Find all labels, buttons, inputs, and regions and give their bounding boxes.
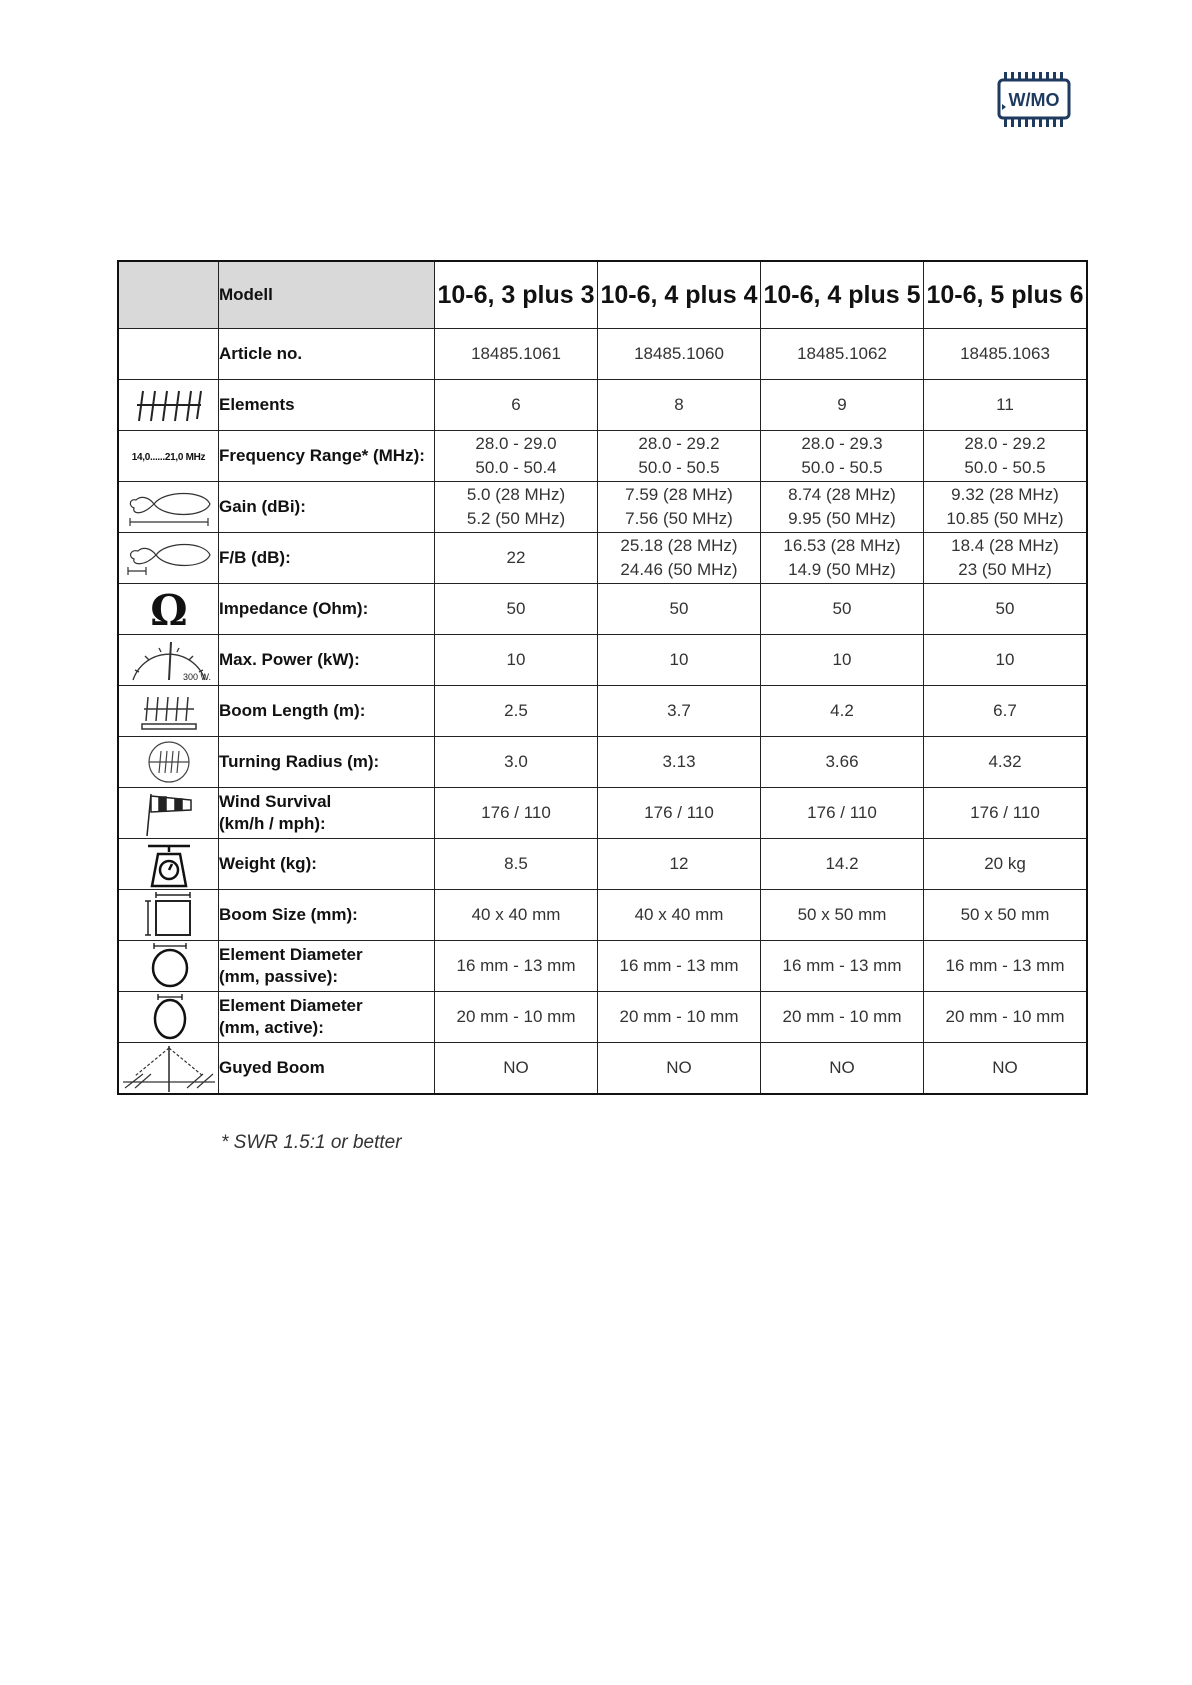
- table-cell: NO: [761, 1043, 924, 1095]
- table-cell: 20 kg: [924, 839, 1088, 890]
- table-cell: 10: [924, 635, 1088, 686]
- table-cell: 2.5: [435, 686, 598, 737]
- table-row: [118, 380, 1087, 431]
- table-row: [118, 329, 1087, 380]
- table-cell: 11: [924, 380, 1088, 431]
- table-row: [118, 533, 1087, 584]
- wimo-logo: [996, 70, 1076, 130]
- row-icon-cell: [118, 890, 219, 941]
- table-cell: 3.7: [598, 686, 761, 737]
- table-cell: 3.66: [761, 737, 924, 788]
- row-label: Impedance (Ohm):: [219, 584, 435, 635]
- table-cell: 18485.1062: [761, 329, 924, 380]
- fb-pattern-icon: [119, 537, 218, 579]
- table-cell: 50: [435, 584, 598, 635]
- row-icon-cell: [118, 737, 219, 788]
- row-label: Max. Power (kW):: [219, 635, 435, 686]
- table-cell: 4.2: [761, 686, 924, 737]
- table-cell: 50: [761, 584, 924, 635]
- table-cell: 9.32 (28 MHz) 10.85 (50 MHz): [924, 482, 1088, 533]
- table-row: [118, 941, 1087, 992]
- table-cell: 20 mm - 10 mm: [435, 992, 598, 1043]
- row-label: Wind Survival (km/h / mph):: [219, 788, 435, 839]
- table-cell: 18.4 (28 MHz) 23 (50 MHz): [924, 533, 1088, 584]
- table-cell: 8: [598, 380, 761, 431]
- model-name: 10-6, 3 plus 3: [435, 261, 598, 329]
- power-gauge-icon: [119, 636, 218, 684]
- table-cell: NO: [435, 1043, 598, 1095]
- row-icon-cell: [118, 635, 219, 686]
- row-label: Boom Size (mm):: [219, 890, 435, 941]
- table-cell: 7.59 (28 MHz) 7.56 (50 MHz): [598, 482, 761, 533]
- row-icon-cell: [118, 686, 219, 737]
- svg-text:Ω: Ω: [149, 587, 188, 631]
- model-name: 10-6, 5 plus 6: [924, 261, 1088, 329]
- table-cell: 6: [435, 380, 598, 431]
- header-icon-cell: [118, 261, 219, 329]
- table-row: [118, 788, 1087, 839]
- element-diameter-active-icon: [119, 993, 218, 1041]
- table-cell: 6.7: [924, 686, 1088, 737]
- table-cell: 50 x 50 mm: [924, 890, 1088, 941]
- table-cell: 3.0: [435, 737, 598, 788]
- svg-text:W/MO: W/MO: [1008, 90, 1060, 110]
- table-cell: 28.0 - 29.2 50.0 - 50.5: [924, 431, 1088, 482]
- ohm-icon: [119, 587, 218, 631]
- boom-length-icon: [119, 691, 218, 731]
- windsock-icon: [119, 788, 218, 838]
- table-cell: NO: [924, 1043, 1088, 1095]
- gain-pattern-icon: [119, 486, 218, 528]
- scale-icon: [119, 840, 218, 888]
- row-label: Guyed Boom: [219, 1043, 435, 1095]
- table-cell: 28.0 - 29.0 50.0 - 50.4: [435, 431, 598, 482]
- power-gauge-label: 300 W.: [182, 672, 211, 682]
- table-cell: 16 mm - 13 mm: [598, 941, 761, 992]
- frequency-icon: 14,0......21,0 MHz: [131, 452, 206, 463]
- row-icon-cell: [118, 431, 219, 482]
- table-header-row: [118, 261, 1087, 329]
- table-cell: 4.32: [924, 737, 1088, 788]
- table-cell: 176 / 110: [435, 788, 598, 839]
- table-cell: 16 mm - 13 mm: [924, 941, 1088, 992]
- table-row: [118, 584, 1087, 635]
- element-diameter-passive-icon: [119, 942, 218, 990]
- row-icon-cell: [118, 482, 219, 533]
- model-name: 10-6, 4 plus 5: [761, 261, 924, 329]
- elements-icon: [119, 385, 218, 425]
- table-cell: 14.2: [761, 839, 924, 890]
- row-icon-cell: [118, 839, 219, 890]
- row-icon-cell: [118, 329, 219, 380]
- table-cell: 9: [761, 380, 924, 431]
- table-row: [118, 890, 1087, 941]
- table-cell: 5.0 (28 MHz) 5.2 (50 MHz): [435, 482, 598, 533]
- row-icon-cell: [118, 992, 219, 1043]
- table-cell: 20 mm - 10 mm: [924, 992, 1088, 1043]
- boom-size-icon: [119, 891, 218, 939]
- table-cell: 16 mm - 13 mm: [435, 941, 598, 992]
- table-cell: 28.0 - 29.2 50.0 - 50.5: [598, 431, 761, 482]
- table-cell: 18485.1060: [598, 329, 761, 380]
- table-cell: 176 / 110: [761, 788, 924, 839]
- table-cell: 50: [598, 584, 761, 635]
- row-icon-cell: [118, 584, 219, 635]
- table-cell: 25.18 (28 MHz) 24.46 (50 MHz): [598, 533, 761, 584]
- table-cell: 3.13: [598, 737, 761, 788]
- footnote: * SWR 1.5:1 or better: [221, 1132, 402, 1153]
- table-cell: 50 x 50 mm: [761, 890, 924, 941]
- table-cell: 20 mm - 10 mm: [761, 992, 924, 1043]
- row-label: F/B (dB):: [219, 533, 435, 584]
- table-cell: 10: [598, 635, 761, 686]
- table-row: [118, 839, 1087, 890]
- row-label: Article no.: [219, 329, 435, 380]
- row-label: Gain (dBi):: [219, 482, 435, 533]
- table-cell: 176 / 110: [924, 788, 1088, 839]
- row-icon-cell: [118, 788, 219, 839]
- table-row: [118, 1043, 1087, 1095]
- row-icon-cell: [118, 941, 219, 992]
- table-cell: 22: [435, 533, 598, 584]
- table-cell: 8.5: [435, 839, 598, 890]
- table-cell: 16.53 (28 MHz) 14.9 (50 MHz): [761, 533, 924, 584]
- row-icon-cell: [118, 380, 219, 431]
- table-cell: 16 mm - 13 mm: [761, 941, 924, 992]
- row-label: Weight (kg):: [219, 839, 435, 890]
- table-row: [118, 686, 1087, 737]
- row-icon-cell: [118, 533, 219, 584]
- table-cell: 28.0 - 29.3 50.0 - 50.5: [761, 431, 924, 482]
- table-cell: 50: [924, 584, 1088, 635]
- row-label: Turning Radius (m):: [219, 737, 435, 788]
- table-row: [118, 992, 1087, 1043]
- table-cell: 18485.1063: [924, 329, 1088, 380]
- row-label: Boom Length (m):: [219, 686, 435, 737]
- table-cell: 8.74 (28 MHz) 9.95 (50 MHz): [761, 482, 924, 533]
- table-cell: 176 / 110: [598, 788, 761, 839]
- row-label: Frequency Range* (MHz):: [219, 431, 435, 482]
- table-cell: 10: [435, 635, 598, 686]
- table-cell: 40 x 40 mm: [598, 890, 761, 941]
- row-label: Element Diameter (mm, active):: [219, 992, 435, 1043]
- table-row: [118, 737, 1087, 788]
- table-cell: 40 x 40 mm: [435, 890, 598, 941]
- header-label: Modell: [219, 261, 435, 329]
- turning-radius-icon: [119, 739, 218, 785]
- spec-table: [117, 260, 1088, 1095]
- table-row: [118, 635, 1087, 686]
- model-name: 10-6, 4 plus 4: [598, 261, 761, 329]
- row-icon-cell: [118, 1043, 219, 1095]
- row-label: Element Diameter (mm, passive):: [219, 941, 435, 992]
- table-row: [118, 431, 1087, 482]
- table-cell: 10: [761, 635, 924, 686]
- guyed-boom-icon: [119, 1044, 218, 1092]
- table-cell: 18485.1061: [435, 329, 598, 380]
- row-label: Elements: [219, 380, 435, 431]
- table-cell: 12: [598, 839, 761, 890]
- table-cell: NO: [598, 1043, 761, 1095]
- table-cell: 20 mm - 10 mm: [598, 992, 761, 1043]
- table-row: [118, 482, 1087, 533]
